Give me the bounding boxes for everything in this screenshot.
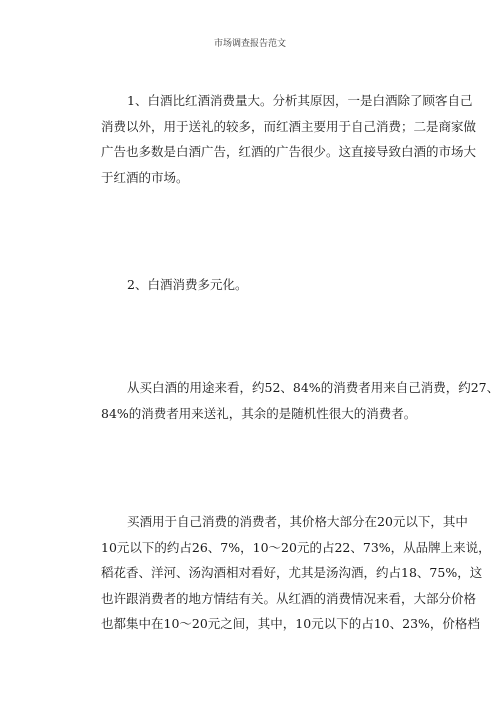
text-line: 也许跟消费者的地方情结有关。从红酒的消费情况来看，大部分价格 [101,590,477,606]
text-line: 10元以下的约占26、7%，10～20元的占22、73%，从品牌上来说， [101,539,491,555]
text-line: 消费以外，用于送礼的较多，而红酒主要用于自己消费；二是商家做 [101,118,477,134]
text-line: 2、白酒消费多元化。 [127,277,248,292]
text-line: 也都集中在10～20元之间，其中，10元以下的占10、23%，价格档 [101,616,480,631]
paragraph-2 [101,272,431,298]
text-line: 从买白酒的用途来看，约52、84%的消费者用来自己消费，约27、 [127,380,500,395]
text-line: 1、白酒比红酒消费量大。分析其原因，一是白酒除了顾客自己 [127,93,473,108]
paragraph-3 [101,375,500,426]
text-line: 广告也多数是白酒广告，红酒的广告很少。这直接导致白酒的市场大 [101,144,477,159]
text-line: 于红酒的市场。 [101,169,189,185]
text-line: 84%的消费者用来送礼，其余的是随机性很大的消费者。 [101,405,417,421]
paragraph-4 [101,509,491,637]
text-line: 买酒用于自己消费的消费者，其价格大部分在20元以下，其中 [127,514,468,529]
text-line: 稻花香、洋河、汤沟酒相对看好，尤其是汤沟酒，约占18、75%，这 [101,565,483,580]
page-header: 市场调查报告范文 [213,39,286,49]
paragraph-1 [101,88,477,190]
